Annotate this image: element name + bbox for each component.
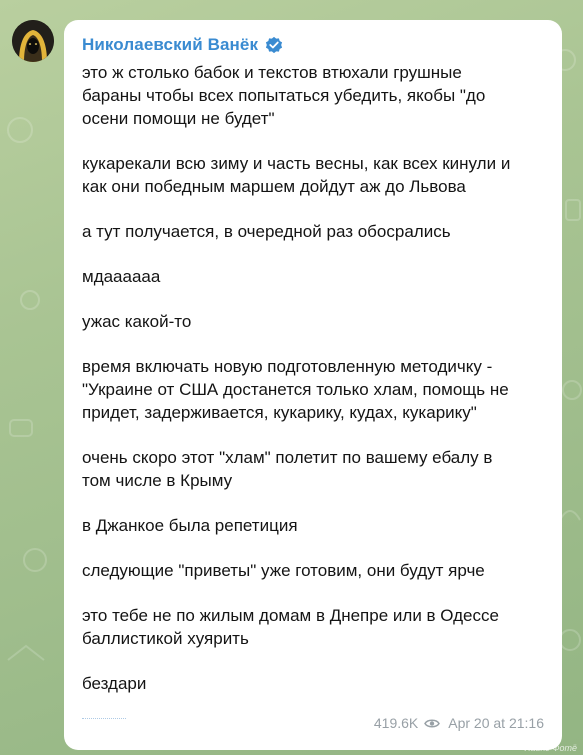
channel-avatar[interactable]: [12, 20, 54, 62]
message-paragraph: очень скоро этот "хлам" полетит по вашему ебалу в том числе в Крыму: [82, 448, 493, 490]
message-paragraph: это тебе не по жилым домам в Днепре или в Одессе баллистикой хуярить: [82, 606, 499, 648]
view-count: 419.6K: [373, 715, 419, 731]
message-paragraph: это ж столько бабок и текстов втюхали грушные бараны чтобы всех попытаться убедить, якобы "до осени помощи не будет": [82, 63, 486, 128]
message-paragraph: в Джанкое была репетиция: [82, 516, 298, 535]
message-text: [82, 61, 542, 695]
link-underline-fragment: [82, 718, 126, 720]
message-header: [82, 34, 542, 56]
message-timestamp[interactable]: Apr 20 at 21:16: [448, 715, 544, 731]
message-bubble: [64, 20, 562, 750]
message-paragraph: время включать новую подготовленную методичку - "Украине от США достанется только хлам, помощь не придет, задерживается, кукарику, кудах, кукарику": [82, 357, 509, 422]
message-paragraph: бездари: [82, 674, 147, 693]
message-meta: [374, 715, 544, 731]
message-paragraph: кукарекали всю зиму и часть весны, как всех кинули и как они победным маршем дойдут аж до Львова: [82, 154, 511, 196]
message-paragraph: а тут получается, в очередной раз обосрались: [82, 222, 451, 241]
message-paragraph: мдаааааа: [82, 267, 161, 286]
hooded-figure-avatar-icon: [12, 20, 54, 62]
message-paragraph: следующие "приветы" уже готовим, они будут ярче: [82, 561, 485, 580]
eye-icon: [424, 718, 440, 729]
verified-badge-icon: [264, 35, 284, 55]
channel-name[interactable]: Николаевский Ванёк: [82, 35, 259, 54]
watermark: Хайнэ Фотё: [524, 743, 577, 753]
message-paragraph: ужас какой-то: [82, 312, 192, 331]
